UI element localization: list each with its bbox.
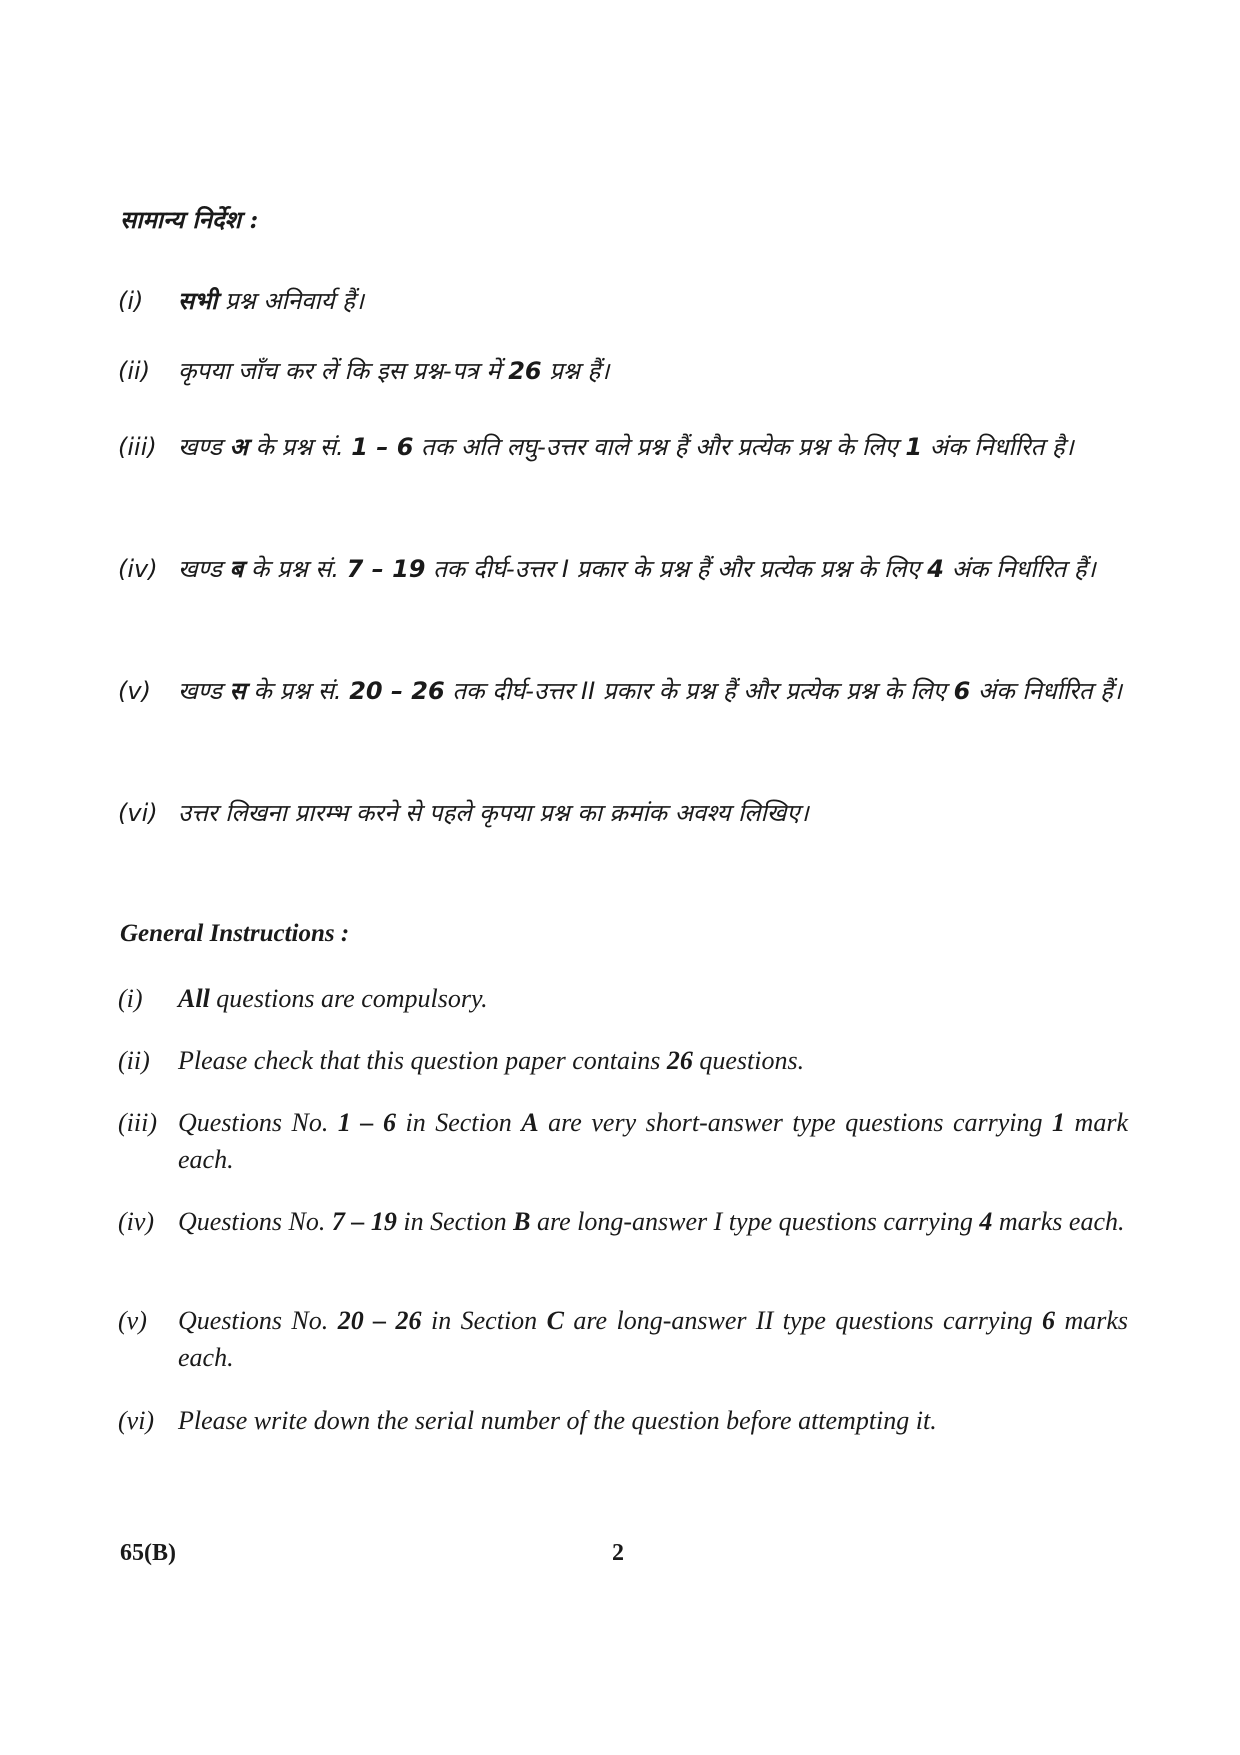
bold-text: 1: [905, 433, 923, 461]
text-segment: are long-answer II type questions carrying: [563, 1306, 1043, 1335]
english-item: [118, 1203, 1128, 1240]
item-text: [178, 1302, 1128, 1376]
text-segment: अंक निर्धारित हैं।: [970, 677, 1122, 705]
item-number: (v): [118, 677, 151, 705]
text-segment: के प्रश्न सं.: [245, 677, 350, 705]
item-number: (i): [118, 287, 144, 315]
item-text: [178, 1104, 1128, 1178]
item-number: (i): [118, 984, 143, 1013]
bold-text: 20 – 26: [337, 1306, 422, 1335]
bold-text: 7 – 19: [346, 555, 426, 583]
item-number: (ii): [118, 1046, 150, 1075]
bold-text: All: [178, 984, 210, 1013]
text-segment: तक अति लघु-उत्तर वाले प्रश्न हैं और प्रत्येक प्रश्न के लिए: [413, 433, 906, 461]
text-segment: कृपया जाँच कर लें कि इस प्रश्न-पत्र में: [178, 357, 509, 385]
item-text: [178, 540, 1128, 599]
item-number: (iii): [118, 1108, 157, 1137]
text-segment: प्रश्न अनिवार्य हैं।: [217, 287, 365, 315]
bold-text: 6: [1042, 1306, 1056, 1335]
text-segment: in Section: [395, 1108, 522, 1137]
item-text: [178, 342, 1128, 401]
bold-text: 4: [979, 1207, 993, 1236]
bold-text: स: [229, 677, 246, 705]
item-text: [178, 272, 1128, 331]
bold-text: 4: [927, 555, 944, 583]
hindi-item: [118, 784, 1128, 843]
english-heading: General Instructions :: [120, 920, 350, 947]
item-number: (vi): [118, 799, 158, 827]
bold-text: 26: [508, 357, 542, 385]
text-segment: प्रश्न हैं।: [541, 357, 610, 385]
bold-text: 1 – 6: [351, 433, 414, 461]
bold-text: A: [521, 1108, 539, 1137]
english-item: [118, 1042, 1128, 1079]
text-segment: marks each.: [178, 1306, 1129, 1372]
text-segment: are long-answer I type questions carrying: [530, 1207, 980, 1236]
english-item: [118, 1302, 1128, 1376]
item-number: (v): [118, 1306, 147, 1335]
text-segment: Questions No.: [178, 1108, 338, 1137]
text-segment: in Section: [396, 1207, 514, 1236]
bold-text: 26: [666, 1046, 693, 1075]
item-text: [178, 784, 1128, 843]
item-number: (iv): [118, 1207, 155, 1236]
text-segment: खण्ड: [178, 433, 230, 461]
item-number: (vi): [118, 1406, 155, 1435]
text-segment: उत्तर लिखना प्रारम्भ करने से पहले कृपया प्रश्न का क्रमांक अवश्य लिखिए।: [178, 799, 809, 827]
hindi-item: [118, 272, 1128, 331]
text-segment: Questions No.: [178, 1306, 338, 1335]
english-item: [118, 1104, 1128, 1178]
text-segment: Please write down the serial number of the question before attempting it.: [178, 1406, 937, 1435]
bold-text: 1 – 6: [337, 1108, 396, 1137]
text-segment: तक दीर्घ-उत्तर I प्रकार के प्रश्न हैं और प्रत्येक प्रश्न के लिए: [425, 555, 928, 583]
bold-text: 1: [1052, 1108, 1066, 1137]
text-segment: Questions No.: [178, 1207, 332, 1236]
paper-code: 65(B): [120, 1540, 176, 1566]
bold-text: ब: [229, 555, 244, 583]
text-segment: खण्ड: [178, 555, 230, 583]
text-segment: Please check that this question paper contains: [178, 1046, 667, 1075]
text-segment: अंक निर्धारित है।: [922, 433, 1074, 461]
text-segment: खण्ड: [178, 677, 230, 705]
bold-text: सभी: [178, 287, 218, 315]
english-item: [118, 980, 1128, 1017]
hindi-item: [118, 662, 1128, 721]
item-text: [178, 1042, 1128, 1079]
text-segment: questions.: [692, 1046, 805, 1075]
text-segment: mark each.: [178, 1108, 1128, 1174]
page-number: 2: [612, 1540, 624, 1566]
bold-text: अ: [229, 433, 248, 461]
bold-text: B: [513, 1207, 531, 1236]
item-text: [178, 1402, 1128, 1439]
text-segment: in Section: [421, 1306, 547, 1335]
bold-text: 6: [953, 677, 971, 705]
text-segment: questions are compulsory.: [209, 984, 488, 1013]
hindi-item: [118, 418, 1128, 477]
text-segment: marks each.: [992, 1207, 1125, 1236]
text-segment: अंक निर्धारित हैं।: [943, 555, 1096, 583]
item-text: [178, 1203, 1128, 1240]
bold-text: 7 – 19: [331, 1207, 397, 1236]
english-item: [118, 1402, 1128, 1439]
bold-text: C: [546, 1306, 564, 1335]
hindi-item: [118, 342, 1128, 401]
item-number: (iv): [118, 555, 158, 583]
text-segment: तक दीर्घ-उत्तर II प्रकार के प्रश्न हैं और प्रत्येक प्रश्न के लिए: [444, 677, 954, 705]
item-text: [178, 662, 1128, 721]
item-number: (iii): [118, 433, 157, 461]
hindi-item: [118, 540, 1128, 599]
hindi-heading: सामान्य निर्देश :: [120, 205, 259, 234]
item-number: (ii): [118, 357, 151, 385]
item-text: [178, 980, 1128, 1017]
text-segment: के प्रश्न सं.: [243, 555, 347, 583]
bold-text: 20 – 26: [349, 677, 445, 705]
item-text: [178, 418, 1128, 477]
text-segment: के प्रश्न सं.: [247, 433, 352, 461]
text-segment: are very short-answer type questions carrying: [538, 1108, 1053, 1137]
